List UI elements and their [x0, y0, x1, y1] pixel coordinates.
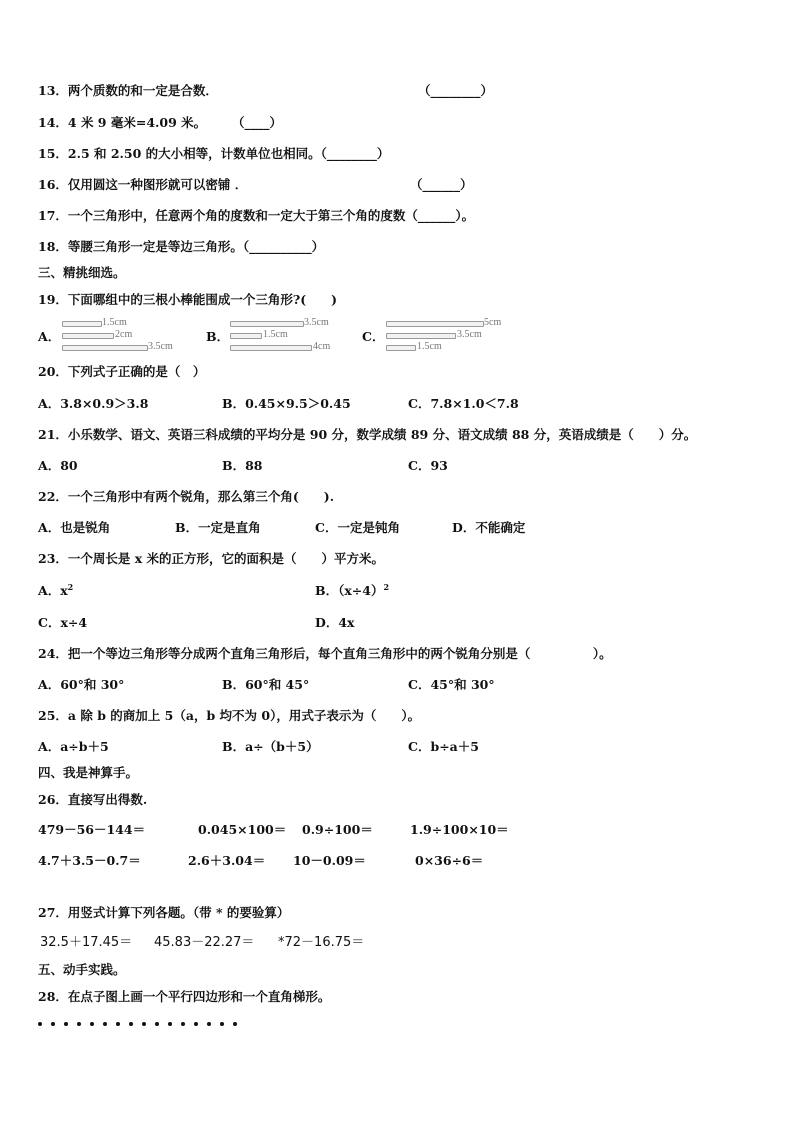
sticks-option-c	[386, 318, 516, 354]
question-25	[38, 708, 420, 724]
question-text: 25．a 除 b 的商加上 5（a，b 均不为 0），用式子表示为（ ）。	[38, 708, 421, 723]
expression: 1.9÷100×10＝	[410, 822, 509, 837]
question-20	[38, 364, 205, 380]
option-a[interactable]: A．a÷b＋5	[38, 739, 109, 754]
stick	[230, 345, 312, 351]
question-text: 23．一个周长是 x 米的正方形，它的面积是（ ）平方米。	[38, 551, 385, 566]
question-27	[38, 905, 289, 921]
question-text: 26．直接写出得数.	[38, 792, 148, 807]
expression: 32.5＋17.45＝	[40, 935, 133, 950]
grid-dot	[168, 1022, 172, 1026]
expression: 10－0.09＝	[293, 853, 366, 868]
grid-dot	[77, 1022, 81, 1026]
question-16	[38, 177, 247, 193]
question-text: 20．下列式子正确的是（ ）	[38, 364, 206, 379]
question-text: 16．仅用圆这一种图形就可以密铺 ．	[38, 177, 248, 192]
option-a[interactable]: A．3.8×0.9＞3.8	[38, 396, 149, 411]
question-text: 19．下面哪组中的三根小棒能围成一个三角形?( )	[38, 292, 338, 307]
option-c[interactable]: C．x÷4	[38, 615, 88, 630]
question-text: 18．等腰三角形一定是等边三角形。（__________）	[38, 239, 325, 254]
expression: *72－16.75＝	[278, 935, 365, 950]
option-c[interactable]: C．一定是钝角	[315, 520, 400, 535]
question-text: 27．用竖式计算下列各题。（带 * 的要验算）	[38, 905, 290, 920]
option-b[interactable]: B．88	[222, 458, 263, 473]
question-18	[38, 239, 324, 255]
question-15	[38, 146, 389, 162]
question-24	[38, 646, 612, 662]
grid-dot	[220, 1022, 224, 1026]
option-c[interactable]: C．b÷a＋5	[408, 739, 479, 754]
option-a-label[interactable]: A．	[38, 329, 61, 344]
stick-length: 1.5cm	[263, 329, 288, 340]
option-a-text: A．x	[38, 583, 68, 598]
grid-dot	[181, 1022, 185, 1026]
question-26	[38, 792, 147, 808]
question-14	[38, 115, 206, 131]
question-text: 28．在点子图上画一个平行四边形和一个直角梯形。	[38, 989, 331, 1004]
grid-dot	[51, 1022, 55, 1026]
option-b[interactable]	[315, 583, 389, 599]
stick-length: 2cm	[115, 329, 133, 340]
dot-grid[interactable]	[38, 1022, 238, 1030]
section-heading: 五、动手实践。	[38, 962, 126, 977]
grid-dot	[194, 1022, 198, 1026]
option-b[interactable]: B．a÷（b＋5）	[222, 739, 319, 754]
question-text: 17．一个三角形中，任意两个角的度数和一定大于第三个角的度数（______）。	[38, 208, 475, 223]
expression: 0×36÷6＝	[415, 853, 484, 868]
option-c-label[interactable]: C．	[362, 329, 385, 344]
question-text: 15．2.5 和 2.50 的大小相等，计数单位也相同。（________）	[38, 146, 390, 161]
grid-dot	[64, 1022, 68, 1026]
option-b[interactable]: B．一定是直角	[175, 520, 261, 535]
question-text: 13．两个质数的和一定是合数．	[38, 83, 218, 98]
grid-dot	[129, 1022, 133, 1026]
expression: 0.045×100＝	[198, 822, 287, 837]
question-23	[38, 551, 384, 567]
option-d[interactable]: D．4x	[315, 615, 355, 630]
option-a[interactable]	[38, 583, 73, 599]
exponent: 2	[383, 581, 390, 592]
question-28	[38, 989, 330, 1005]
option-b[interactable]: B．60°和 45°	[222, 677, 310, 692]
option-d[interactable]: D．不能确定	[452, 520, 526, 535]
stick-length: 1.5cm	[417, 341, 442, 352]
grid-dot	[103, 1022, 107, 1026]
question-21	[38, 427, 696, 443]
option-b-text: B．（x÷4）	[315, 583, 384, 598]
stick-length: 3.5cm	[304, 317, 329, 328]
stick-length: 5cm	[484, 317, 502, 328]
stick-length: 3.5cm	[148, 341, 173, 352]
option-b[interactable]: B．0.45×9.5＞0.45	[222, 396, 351, 411]
stick	[386, 333, 456, 339]
option-c[interactable]: C．45°和 30°	[408, 677, 495, 692]
question-text: 22．一个三角形中有两个锐角，那么第三个角( ).	[38, 489, 335, 504]
expression: 45.83－22.27＝	[154, 935, 255, 950]
stick-length: 1.5cm	[102, 317, 127, 328]
question-22	[38, 489, 334, 505]
question-13	[38, 83, 218, 99]
grid-dot	[142, 1022, 146, 1026]
sticks-option-b	[230, 318, 350, 354]
option-a[interactable]: A．也是锐角	[38, 520, 111, 535]
grid-dot	[90, 1022, 94, 1026]
answer-blank[interactable]: （____）	[232, 115, 283, 130]
option-a[interactable]: A．60°和 30°	[38, 677, 125, 692]
question-text: 14．4 米 9 毫米=4.09 米。	[38, 115, 207, 130]
stick	[62, 333, 114, 339]
stick	[386, 321, 484, 327]
stick	[62, 345, 148, 351]
stick-length: 4cm	[313, 341, 331, 352]
expression: 0.9÷100＝	[302, 822, 373, 837]
stick	[62, 321, 102, 327]
question-19	[38, 292, 337, 308]
expression: 2.6＋3.04＝	[188, 853, 266, 868]
stick	[386, 345, 416, 351]
grid-dot	[207, 1022, 211, 1026]
stick-length: 3.5cm	[457, 329, 482, 340]
option-b-label[interactable]: B．	[206, 329, 230, 344]
exponent: 2	[67, 581, 74, 592]
grid-dot	[38, 1022, 42, 1026]
question-text: 24．把一个等边三角形等分成两个直角三角形后，每个直角三角形中的两个锐角分别是（ ）。	[38, 646, 612, 661]
option-c[interactable]: C．7.8×1.0＜7.8	[408, 396, 519, 411]
grid-dot	[155, 1022, 159, 1026]
section-heading: 三、精挑细选。	[38, 265, 126, 280]
option-a[interactable]: A．80	[38, 458, 78, 473]
answer-blank[interactable]: （______）	[410, 177, 473, 192]
grid-dot	[233, 1022, 237, 1026]
stick	[230, 321, 304, 327]
grid-dot	[116, 1022, 120, 1026]
question-17	[38, 208, 474, 224]
expression: 4.7＋3.5－0.7＝	[38, 853, 141, 868]
question-text: 21．小乐数学、语文、英语三科成绩的平均分是 90 分，数学成绩 89 分、语文成绩 88 分，英语成绩是（ ）分。	[38, 427, 697, 442]
answer-blank[interactable]: （________）	[418, 83, 494, 98]
sticks-option-a	[62, 318, 192, 354]
expression: 479－56－144＝	[38, 822, 146, 837]
stick	[230, 333, 262, 339]
section-heading: 四、我是神算手。	[38, 765, 139, 780]
option-c[interactable]: C．93	[408, 458, 448, 473]
